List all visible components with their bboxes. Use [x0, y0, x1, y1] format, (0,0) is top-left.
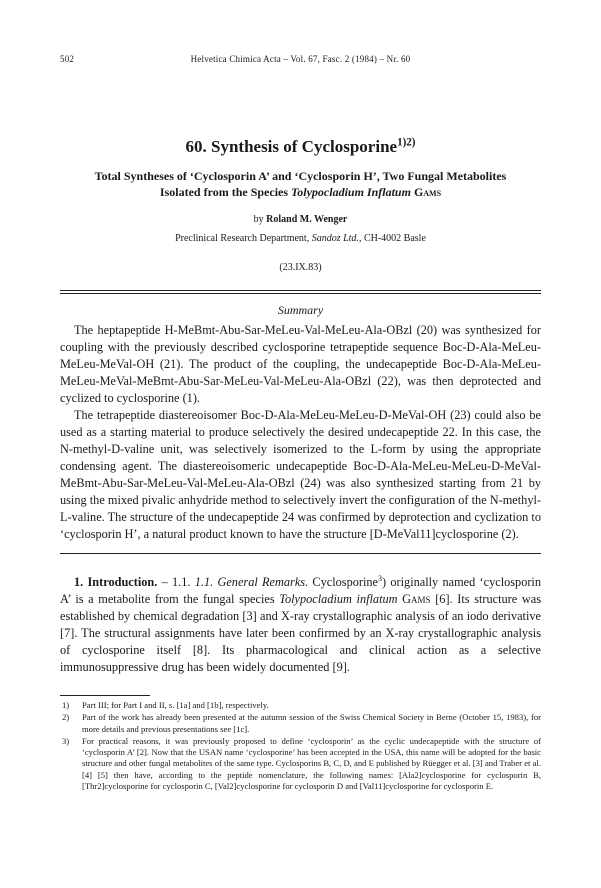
subtitle-line-1: Total Syntheses of ‘Cyclosporin A’ and ‘Cyclosporin H’, Two Fungal Metabolites: [94, 169, 507, 183]
running-head: [60, 54, 541, 68]
footnote-mark: 3): [62, 735, 70, 746]
summary-bottom-rule: [60, 553, 541, 554]
intro-species: Tolypocladium inflatum: [279, 592, 398, 606]
footnote-1: [60, 700, 541, 711]
footnote-text: For practical reasons, it was previously proposed to define ‘cyclosporin’ as the cyclic undecapeptide with the structure of ‘cyclosporin A’ [2]. Now that the USAN name ‘cyclosporine’ has been accepted in the USA, this name will be adopted for the basic structure and other fungal metabolites of the same type. Cyclosporins B, C, D, and E published by Rüegger et al. [3] and Traber et al. [4] [5] then have, according to the peptide nomenclature, the following names: [Ala2]cyclosporine for cyclosporin B, [Thr2]cyclosporine for cyclosporin C, [Val2]cyclosporine for cyclosporin D and [Val11]cyclosporine for cyclosporin E.: [82, 735, 541, 792]
summary-heading: Summary: [277, 303, 324, 317]
page-number: 502: [60, 54, 75, 64]
byline-prefix: by: [253, 214, 267, 225]
title-footnote-marks: 1)2): [397, 136, 416, 149]
footnotes: [60, 700, 541, 793]
subtitle-author-abbrev: Gams: [410, 185, 442, 199]
footnote-text: Part of the work has already been presented at the autumn session of the Swiss Chemical Society in Berne (October 15, 1983), for more details and previous presentations see [1c].: [82, 712, 541, 734]
affiliation: [0, 233, 601, 244]
article-subtitle: [70, 168, 531, 200]
intro-text-end: [6]. Its structure was established by chemical degradation [3] and X-ray crystallographic analysis of an iodo derivative [7]. The structural assignments have later been confirmed by an X-ray crystallographic analysis of cyclosporine itself [8]. Its pharmacological and clinical action as a selective immunosuppressive drug has been widely documented [9].: [60, 592, 541, 674]
subtitle-species: Tolypocladium Inflatum: [291, 185, 411, 199]
footnote-3: [60, 736, 541, 792]
summary-top-rule: [60, 290, 541, 291]
intro-text-mid: ) originally named ‘cyclosporin A’ is a metabolite from the fungal species: [60, 575, 541, 606]
summary-body: [60, 322, 541, 543]
footnote-2: [60, 712, 541, 735]
subsection-title: 1.1. General Remarks.: [194, 575, 309, 589]
article-title-text: 60. Synthesis of Cyclosporine: [185, 137, 398, 156]
intro-author-abbrev: Gams: [397, 592, 431, 606]
subsection-heading: 1.1. 1.1. General Remarks.: [172, 575, 309, 589]
subtitle-line-2: [70, 184, 531, 200]
affiliation-department: Preclinical Research Department,: [175, 233, 312, 244]
section-heading-introduction: 1. Introduction.: [74, 575, 158, 589]
introduction-paragraph: 1. Introduction. – 1.1. 1.1. General Remarks. Cyclosporine$^3$) originally named ‘cyclosporin A’ is a metabolite from the fungal species Tolypocladium inflatum Gams [6]. Its structure was established by chemical degradation [3] and X-ray crystallographic analysis of an iodo derivative [7]. The structural assignments have later been confirmed by an X-ray crystallographic analysis of cyclosporine itself [8]. Its pharmacological and clinical action as a selective immunosuppressive drug has been widely documented [9].: [60, 573, 541, 674]
author-name: Roland M. Wenger: [266, 214, 348, 225]
article-title: [0, 137, 601, 157]
byline: [0, 214, 601, 225]
received-date: (23.IX.83): [279, 262, 322, 273]
journal-citation: Helvetica Chimica Acta – Vol. 67, Fasc. 2 (1984) – Nr. 60: [190, 54, 411, 64]
affiliation-company: Sandoz Ltd.: [311, 233, 359, 244]
footnote-rule: [60, 695, 150, 696]
footnote-mark: 1): [62, 700, 70, 710]
affiliation-location: , CH-4002 Basle: [358, 233, 426, 244]
summary-paragraph-2: The tetrapeptide diastereoisomer Boc-D-Ala-MeLeu-MeLeu-D-MeVal-OH (23) could also be used as a starting material to produce selectively the desired undecapeptide 22. In this case, the N-methyl-D-valine unit, was selectively isomerized to the L-form by using the appropriate condensing agent. The diastereoisomeric undecapeptide Boc-D-Ala-MeLeu-MeLeu-D-MeVal-MeBmt-Abu-Sar-MeLeu-Val-MeLeu-Ala-OBzl (24) was also synthesized starting from 21 by using the mixed pivalic anhydride method to selectively invert the configuration of the N-methyl-L-valine. The structure of the undecapeptide 24 was confirmed by deprotection and cyclization to ‘cyclosporin H’, a natural product known to have the structure [D-MeVal11]cyclosporine (2).: [60, 408, 541, 541]
summary-paragraph-1: The heptapeptide H-MeBmt-Abu-Sar-MeLeu-Val-MeLeu-Ala-OBzl (20) was synthesized for coupling with the previously described cyclosporine tetrapeptide sequence Boc-D-Ala-MeLeu-MeLeu-MeVal-OH (21). The product of the coupling, the undecapeptide Boc-D-Ala-MeLeu-MeLeu-MeVal-MeBmt-Abu-Sar-MeLeu-Val-MeLeu-Ala-OBzl (22), was then deprotected and cyclized to cyclosporine (1).: [60, 323, 541, 405]
intro-text-start: Cyclosporine: [308, 575, 379, 589]
footnote-mark: 2): [62, 712, 70, 723]
summary-top-rule-double: [60, 293, 541, 294]
subtitle-line-2-prefix: Isolated from the Species: [159, 185, 292, 199]
intro-footnote-mark: 3: [378, 573, 383, 583]
footnote-text: Part III; for Part I and II, s. [1a] and [1b], respectively.: [82, 700, 269, 710]
